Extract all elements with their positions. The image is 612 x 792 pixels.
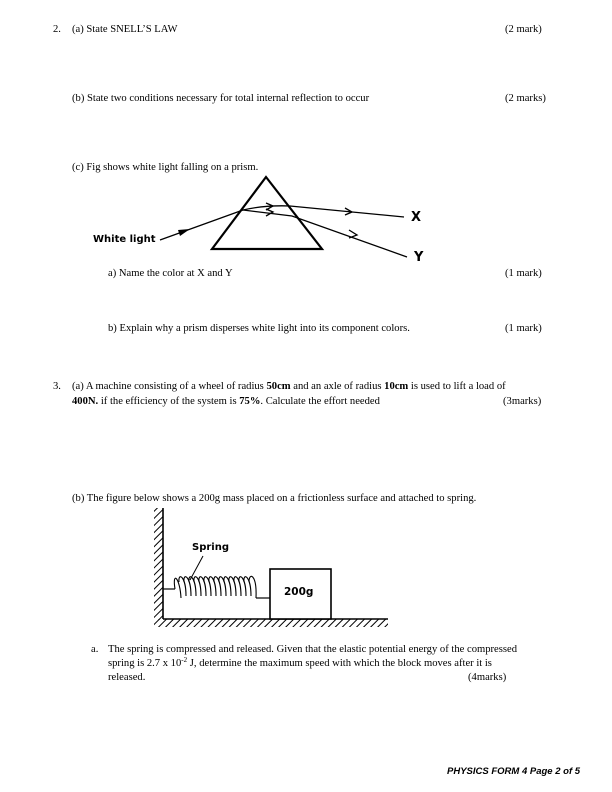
question-3a-text-part: (a) A machine consisting of a wheel of radius <box>72 381 267 392</box>
wheel-radius-value: 50cm <box>266 381 291 392</box>
mass-label: 200g <box>284 586 314 598</box>
question-2c-text: (c) Fig shows white light falling on a prism. <box>72 162 259 173</box>
wall-hatch-icon <box>154 508 163 620</box>
question-3b-a-text-part: spring is 2.7 x 10 <box>108 658 182 669</box>
spring-label: Spring <box>192 542 229 553</box>
question-2c-a-text: a) Name the color at X and Y <box>108 268 233 279</box>
ray-x-label: X <box>411 210 422 225</box>
question-2a-text: (a) State SNELL’S LAW <box>72 24 178 35</box>
load-value: 400N. <box>72 396 99 407</box>
exponent-value: -2 <box>181 656 188 664</box>
question-3a-marks: (3marks) <box>503 396 542 407</box>
question-3b-a-marks: (4marks) <box>468 672 507 683</box>
question-3b-a-line3: released. <box>108 672 146 683</box>
question-2b-text: (b) State two conditions necessary for total internal reflection to occur <box>72 93 370 104</box>
question-3a-text-part: . Calculate the effort needed <box>260 396 380 407</box>
efficiency-value: 75% <box>239 396 261 407</box>
question-2c-a-marks: (1 mark) <box>505 268 542 279</box>
question-3b-text: (b) The figure below shows a 200g mass placed on a frictionless surface and attached to spring. <box>72 493 477 504</box>
floor-hatch-icon <box>154 619 388 627</box>
question-2-number: 2. <box>53 24 61 35</box>
question-2b-marks: (2 marks) <box>505 93 546 104</box>
question-3a-text-part: if the efficiency of the system is <box>98 396 240 407</box>
page-footer: PHYSICS FORM 4 Page 2 of 5 <box>447 766 581 777</box>
question-3-number: 3. <box>53 381 61 392</box>
question-3a-text-part: is used to lift a load of <box>408 381 506 392</box>
question-3b-a-line1: The spring is compressed and released. Given that the elastic potential energy of the compressed <box>108 644 518 655</box>
question-3b-a-line2 <box>108 657 492 670</box>
white-light-label: White light <box>93 234 156 245</box>
ray-y-label: Y <box>414 250 424 265</box>
axle-radius-value: 10cm <box>384 381 409 392</box>
question-3b-a-letter: a. <box>91 644 99 655</box>
question-2c-b-text: b) Explain why a prism disperses white light into its component colors. <box>108 323 410 334</box>
spring-coil-icon <box>174 576 256 598</box>
question-2c-b-marks: (1 mark) <box>505 323 542 334</box>
question-3a-text-part: and an axle of radius <box>290 381 385 392</box>
question-2a-marks: (2 mark) <box>505 24 542 35</box>
question-3b-a-text-part: J, determine the maximum speed with which the block moves after it is <box>187 658 492 669</box>
